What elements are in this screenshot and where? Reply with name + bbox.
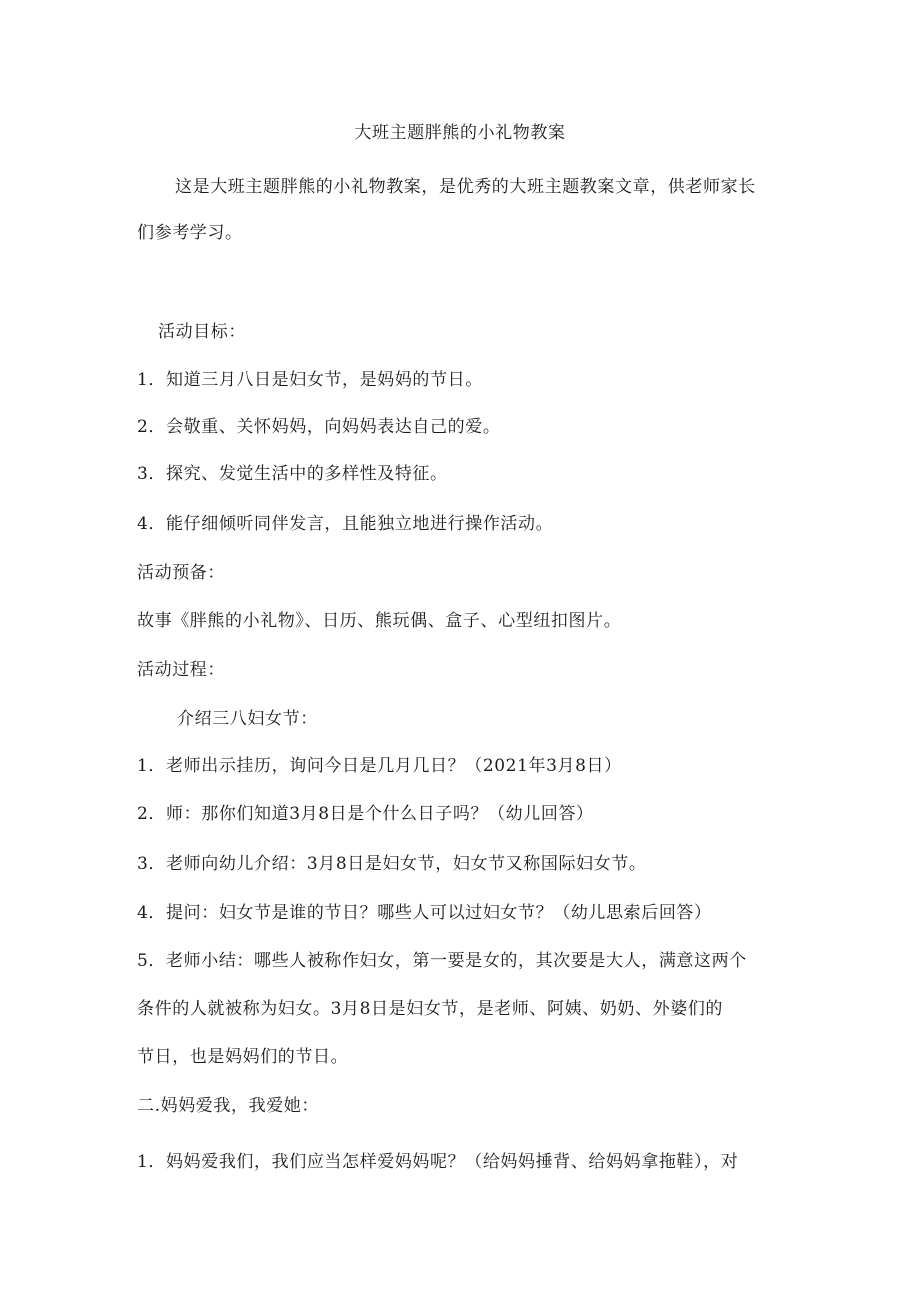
goal-item-2: 2．会敬重、关怀妈妈，向妈妈表达自己的爱。 — [137, 417, 501, 437]
section1-item-5-line-3: 节日，也是妈妈们的节日。 — [137, 1047, 349, 1067]
section1-item-5-line-1: 5．老师小结：哪些人被称作妇女，第一要是女的，其次要是大人，满意这两个 — [137, 951, 747, 971]
intro-line-1: 这是大班主题胖熊的小礼物教案，是优秀的大班主题教案文章，供老师家长 — [175, 177, 756, 197]
goal-item-3: 3．探究、发觉生活中的多样性及特征。 — [137, 464, 448, 484]
goals-heading: 活动目标： — [158, 322, 246, 342]
prep-text: 故事《胖熊的小礼物》、日历、熊玩偶、盒子、心型纽扣图片。 — [137, 611, 622, 631]
document-title: 大班主题胖熊的小礼物教案 — [354, 123, 566, 143]
section1-item-4: 4．提问：妇女节是谁的节日？哪些人可以过妇女节？（幼儿思索后回答） — [137, 903, 712, 923]
section1-item-3: 3．老师向幼儿介绍：3月8日是妇女节，妇女节又称国际妇女节。 — [137, 854, 647, 874]
intro-line-2: 们参考学习。 — [137, 223, 243, 243]
section1-heading: 介绍三八妇女节： — [177, 709, 318, 729]
section2-item-1: 1．妈妈爱我们，我们应当怎样爱妈妈呢？（给妈妈捶背、给妈妈拿拖鞋），对 — [137, 1152, 739, 1172]
goal-item-4: 4．能仔细倾听同伴发言，且能独立地进行操作活动。 — [137, 514, 554, 534]
process-heading: 活动过程： — [137, 660, 225, 680]
section1-item-1: 1．老师出示挂历，询问今日是几月几日？（2021年3月8日） — [137, 756, 622, 776]
section2-heading: 二.妈妈爱我，我爱她： — [137, 1096, 320, 1116]
goal-item-1: 1．知道三月八日是妇女节，是妈妈的节日。 — [137, 370, 483, 390]
section1-item-2: 2．师：那你们知道3月8日是个什么日子吗？（幼儿回答） — [137, 804, 594, 824]
section1-item-5-line-2: 条件的人就被称为妇女。3月8日是妇女节，是老师、阿姨、奶奶、外婆们的 — [137, 999, 724, 1019]
prep-heading: 活动预备： — [137, 563, 225, 583]
